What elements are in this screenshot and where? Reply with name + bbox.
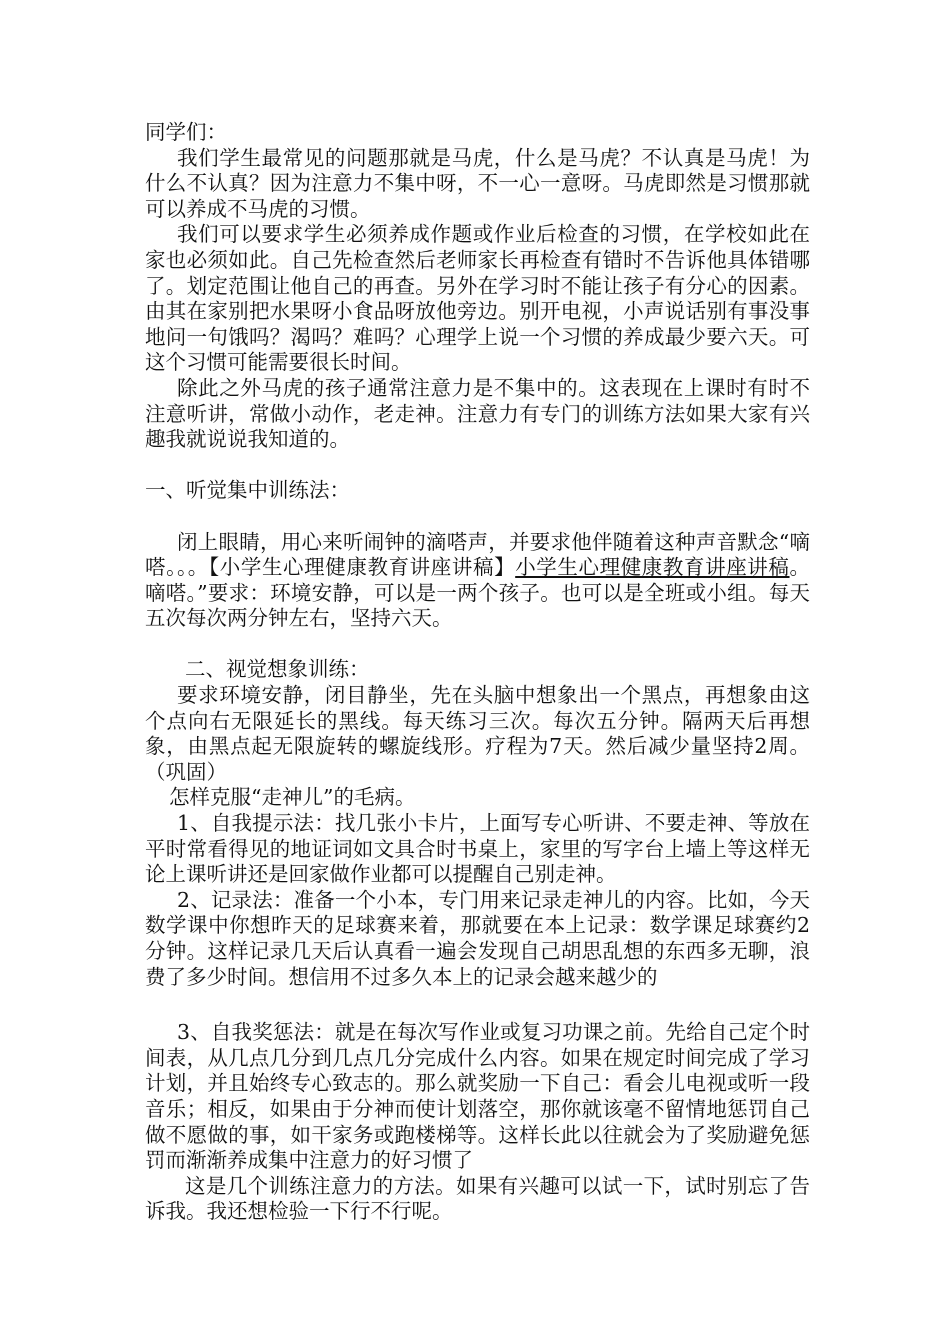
salutation: 同学们： [145,120,227,144]
auditory-text-start: 闭上眼睛，用心来听闹钟的滴嗒声，并要求他伴随着这种声音默念“嘀嗒。。。【小学生心理健康教育讲座讲稿】 [145,529,810,580]
paragraph-recording-method: 2、记录法：准备一个小本，专门用来记录走神儿的内容。比如，今天数学课中你想昨天的足球赛来着，那就要在本上记录：数学课足球赛约2分钟。这样记录几天后认真看一遍会发现自己胡思乱想的东西多无聊，浪费了多少时间。想信用不过多久本上的记录会越来越少的 [145,887,810,989]
paragraph-careless-problem: 我们学生最常见的问题那就是马虎，什么是马虎？不认真是马虎！为什么不认真？因为注意力不集中呀，不一心一意呀。马虎即然是习惯那就可以养成不马虎的习惯。 [145,145,810,221]
auditory-text-end: 。嘀嗒。”要求：环境安静，可以是一两个孩子。也可以是全班或小组。每天五次每次两分钟左右，坚持六天。 [145,555,811,631]
paragraph-auditory-method [145,530,810,632]
document-body [145,120,810,1225]
paragraph-closing: 这是几个训练注意力的方法。如果有兴趣可以试一下，试时别忘了告诉我。我还想检验一下行不行呢。 [145,1173,810,1224]
paragraph-visual-method: 要求环境安静，闭目静坐，先在头脑中想象出一个黑点，再想象由这个点向右无限延长的黑线。每天练习三次。每次五分钟。隔两天后再想象，由黑点起无限旋转的螺旋线形。疗程为7天。然后减少量坚持2周。（巩固） [145,683,810,784]
heading-auditory-training: 一、听觉集中训练法： [145,478,350,503]
paragraph-attention-intro: 除此之外马虎的孩子通常注意力是不集中的。这表现在上课时有时不注意听讲，常做小动作，老走神。注意力有专门的训练方法如果大家有兴趣我就说说我知道的。 [145,375,810,452]
paragraph-overcome-distraction: 怎样克服“走神儿”的毛病。 [169,785,416,810]
paragraph-reward-punishment: 3、自我奖惩法：就是在每次写作业或复习功课之前。先给自己定个时间表，从几点几分到几点几分完成什么内容。如果在规定时间完成了学习计划，并且始终专心致志的。那么就奖励一下自己：看会儿电视或听一段音乐；相反，如果由于分神而使计划落空，那你就该毫不留情地惩罚自己做不愿做的事，如干家务或跑楼梯等。这样长此以往就会为了奖励避免惩罚而渐渐养成集中注意力的好习惯了 [145,1020,810,1173]
paragraph-checking-habit: 我们可以要求学生必须养成作题或作业后检查的习惯，在学校如此在家也必须如此。自己先检查然后老师家长再检查有错时不告诉他具体错哪了。划定范围让他自己的再查。另外在学习时不能让孩子有分心的因素。由其在家别把水果呀小食品呀放他旁边。别开电视，小声说话别有事没事地问一句饿吗？渴吗？难吗？心理学上说一个习惯的养成最少要六天。可这个习惯可能需要很长时间。 [145,222,810,375]
lecture-link[interactable]: 小学生心理健康教育讲座讲稿 [515,555,790,580]
heading-visual-training: 二、视觉想象训练： [185,657,370,682]
paragraph-self-reminder: 1、自我提示法：找几张小卡片，上面写专心听讲、不要走神、等放在平时常看得见的地证词如文具合时书桌上，家里的写字台上墙上等这样无论上课听讲还是回家做作业都可以提醒自己别走神。 [145,811,810,887]
